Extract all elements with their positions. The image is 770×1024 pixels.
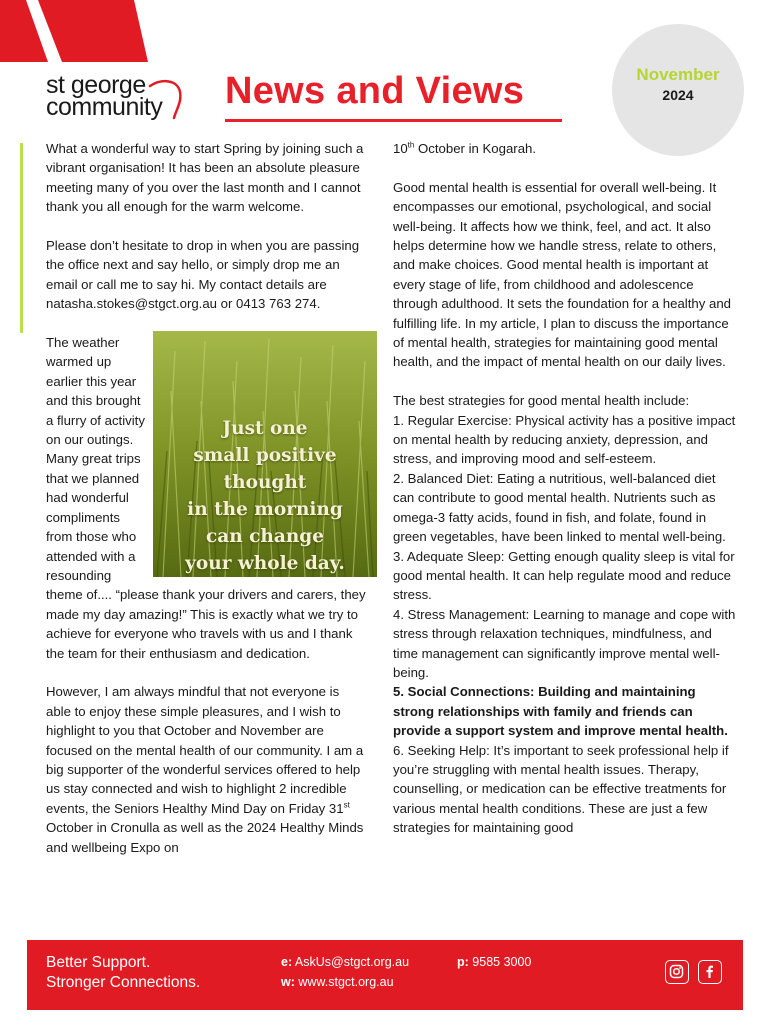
web-label: w:: [281, 975, 295, 989]
mental-health-events-paragraph: However, I am always mindful that not everyone is able to enjoy these simple pleasures, and I wish to highlight to you that October and November are focused on the mental health of our community. I am a big supporter of the wonderful services offered to help us stay connected and wish to highlight 2 incredible events, the Seniors Healthy Mind Day on Friday 31st October in Cronulla as well as the 2024 Healthy Minds and wellbeing Expo on: [46, 684, 364, 855]
email-label: e:: [281, 955, 293, 969]
facebook-icon[interactable]: [698, 960, 722, 984]
tagline-line-2: Stronger Connections.: [46, 974, 201, 991]
phone-number[interactable]: 9585 3000: [472, 955, 532, 969]
phone-label: p:: [457, 955, 469, 969]
logo-line-1: st george: [46, 71, 146, 99]
strategies-intro: The best strategies for good mental health include:: [393, 393, 690, 409]
accent-bar: [20, 143, 23, 333]
grass-quote-image: [153, 331, 377, 577]
strategy-item: 1. Regular Exercise: Physical activity has a positive impact on mental health by reducing anxiety, depression, and stress, and improving mood and self-esteem.: [393, 412, 736, 467]
issue-date-badge: [612, 24, 744, 156]
issue-month: November: [636, 65, 720, 84]
intro-paragraph: What a wonderful way to start Spring by joining such a vibrant organisation! It has been an absolute pleasure meeting many of you over the last month and I cannot thank you all enough for the warm welcome.: [46, 141, 364, 215]
strategy-item: 6. Seeking Help: It’s important to seek professional help if you’re struggling with mental health issues. Therapy, counselling, or medication can be effective treatments for various mental health conditions. These are just a few strategies for maintaining good: [393, 742, 729, 836]
strategy-item: 2. Balanced Diet: Eating a nutritious, well-balanced diet can contribute to good mental health. Nutrients such as omega-3 fatty acids, found in fish, and folate, found in green vegetables, have been linked to mental well-being.: [393, 470, 726, 545]
strategy-item: 4. Stress Management: Learning to manage and cope with stress through relaxation techniques, mindfulness, and time management can significantly improve mental well-being.: [393, 606, 736, 680]
contact-paragraph: Please don’t hesitate to drop in when you are passing the office next and say hello, or simply drop me an email or call me to say hi. My contact details are natasha.stokes@stgct.org.au or 0413 763 274.: [46, 238, 360, 312]
strategy-item: 3. Adequate Sleep: Getting enough quality sleep is vital for good mental health. It can help regulate mood and reduce stress.: [393, 548, 735, 603]
quote-line: small positive: [193, 445, 337, 467]
footer-phone: [457, 952, 531, 972]
image-quote: [153, 415, 377, 577]
footer-tagline: [46, 953, 200, 993]
website-link[interactable]: www.stgct.org.au: [298, 975, 394, 989]
strategy-item-highlighted: 5. Social Connections: Building and maintaining strong relationships with family and friends can provide a support system and improve mental health.: [393, 684, 728, 739]
mental-health-paragraph: Good mental health is essential for overall well-being. It encompasses our emotional, psychological, and social well-being. It affects how we think, feel, and act. It also helps determine how we handle stress, relate to others, and make choices. Good mental health is important at every stage of life, from childhood and adolescence through adulthood. It sets the foundation for a healthy and fulfilling life. In my article, I plan to discuss the importance of mental health, strategies for maintaining good mental health, and the impact of mental health on our daily lives.: [393, 179, 731, 370]
quote-line: can change: [205, 526, 324, 548]
quote-line: thought: [223, 472, 307, 494]
footer-contact: [281, 952, 409, 992]
newsletter-title: News and Views: [225, 70, 525, 112]
quote-line: your whole day.: [185, 553, 345, 575]
red-corner-decoration: [0, 0, 160, 62]
instagram-icon[interactable]: [665, 960, 689, 984]
title-underline: [225, 119, 562, 122]
tagline-line-1: Better Support.: [46, 954, 151, 971]
right-column: [393, 139, 738, 838]
quote-line: Just one: [222, 418, 308, 440]
left-column: [46, 139, 366, 857]
continued-text: 10th October in Kogarah.: [393, 140, 537, 156]
logo-line-2: community: [46, 93, 163, 121]
logo-swoosh-icon: [46, 71, 196, 124]
outings-paragraph: The weather warmed up earlier this year and this brought a flurry of activity on our outings. Many great trips that we planned had wonderful compliments from those who attended with a resounding theme of.... “please thank your drivers and carers, they made my day amazing!” This is exactly what we try to achieve for everyone who travels with us and I thank the team for their enthusiasm and dedication.: [46, 335, 366, 661]
st-george-community-logo: [46, 71, 196, 121]
quote-line: in the morning: [187, 499, 343, 521]
email-link[interactable]: AskUs@stgct.org.au: [294, 955, 410, 969]
footer-bar: [27, 940, 743, 1010]
issue-year: 2024: [662, 87, 694, 103]
